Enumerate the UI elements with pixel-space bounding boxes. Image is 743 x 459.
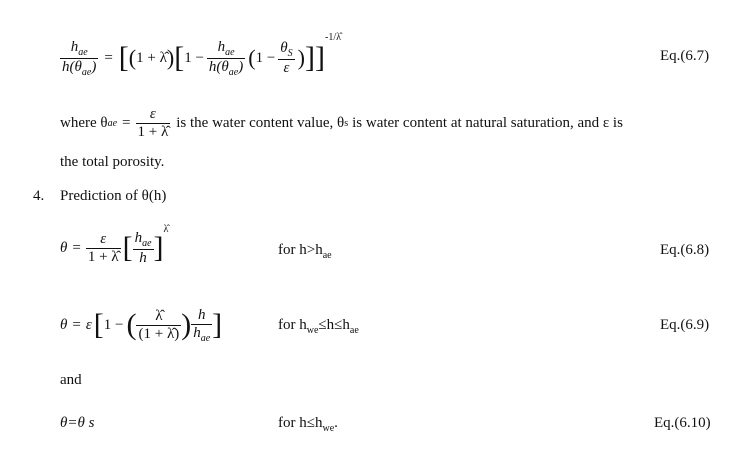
- eq68-label: Eq.(6.8): [660, 242, 710, 258]
- eq68-condition-sub: ae: [322, 250, 332, 261]
- eq67-lhs-fraction: $\frac{h_{ae}}{h(\theta_{ae})}$: [62, 38, 97, 78]
- eq610-condition-text: for h≤h: [278, 415, 323, 431]
- eq69-condition: [278, 317, 359, 336]
- eq67-label: Eq.(6.7): [660, 48, 710, 64]
- where-line-2: the total porosity.: [60, 154, 165, 170]
- eq67-exponent: -1/λ̂: [324, 32, 341, 43]
- where-line: where θ ae = $\frac{\varepsilon}{1 + \lambdâ}$ is the water content value, θ s is water content at natural saturation, and ε is: [60, 105, 623, 140]
- equation-6-9: θ = ε [ 1 − ( $\frac{\lambdâ}{(1 + \lambdâ)}$ ) $\frac{h}{h_{ae}}$ ]: [60, 306, 223, 344]
- eq610-label: Eq.(6.10): [654, 415, 711, 431]
- where-part3: is water content at natural saturation, and ε is: [352, 114, 623, 131]
- eq69-condition-text: for h: [278, 317, 307, 333]
- item-4-text: Prediction of θ(h): [60, 188, 167, 204]
- and-text: and: [60, 372, 82, 388]
- where-part2: is the water content value, θ: [176, 114, 345, 131]
- where-sub2: s: [344, 117, 349, 129]
- eq69-label: Eq.(6.9): [660, 317, 710, 333]
- item-4-number: 4.: [33, 188, 45, 204]
- where-part1: where θ: [60, 114, 108, 131]
- eq68-exponent: λ̂: [163, 224, 169, 235]
- eq68-condition-text: for h>h: [278, 242, 323, 258]
- eq610-condition: [278, 415, 338, 434]
- eq69-cond-sub1: we: [306, 325, 319, 336]
- eq69-condition-mid: ≤h≤h: [318, 317, 350, 333]
- eq610-lhs: θ=θ s: [60, 415, 95, 431]
- where-sub1: ae: [107, 117, 118, 129]
- equation-6-8: θ = $\frac{\varepsilon}{1 + \lambdâ}$ [ $\frac{h_{ae}}{h}$ ] $^{\lambdâ}$: [60, 224, 169, 266]
- eq69-cond-sub2: ae: [349, 325, 359, 336]
- equation-6-7: $\frac{h_{ae}}{h(\theta_{ae})}$ = [ ( 1 + λ̂ ) [ 1 − $\frac{h_{ae}}{h(\theta_{ae})}$ ( 1 − $\frac{\theta_S}{\varepsilon}$ ) ] ] -1/λ̂: [62, 32, 341, 78]
- eq610-condition-sub: we: [322, 423, 335, 434]
- eq610-condition-end: .: [334, 415, 338, 431]
- eq68-condition: [278, 242, 332, 261]
